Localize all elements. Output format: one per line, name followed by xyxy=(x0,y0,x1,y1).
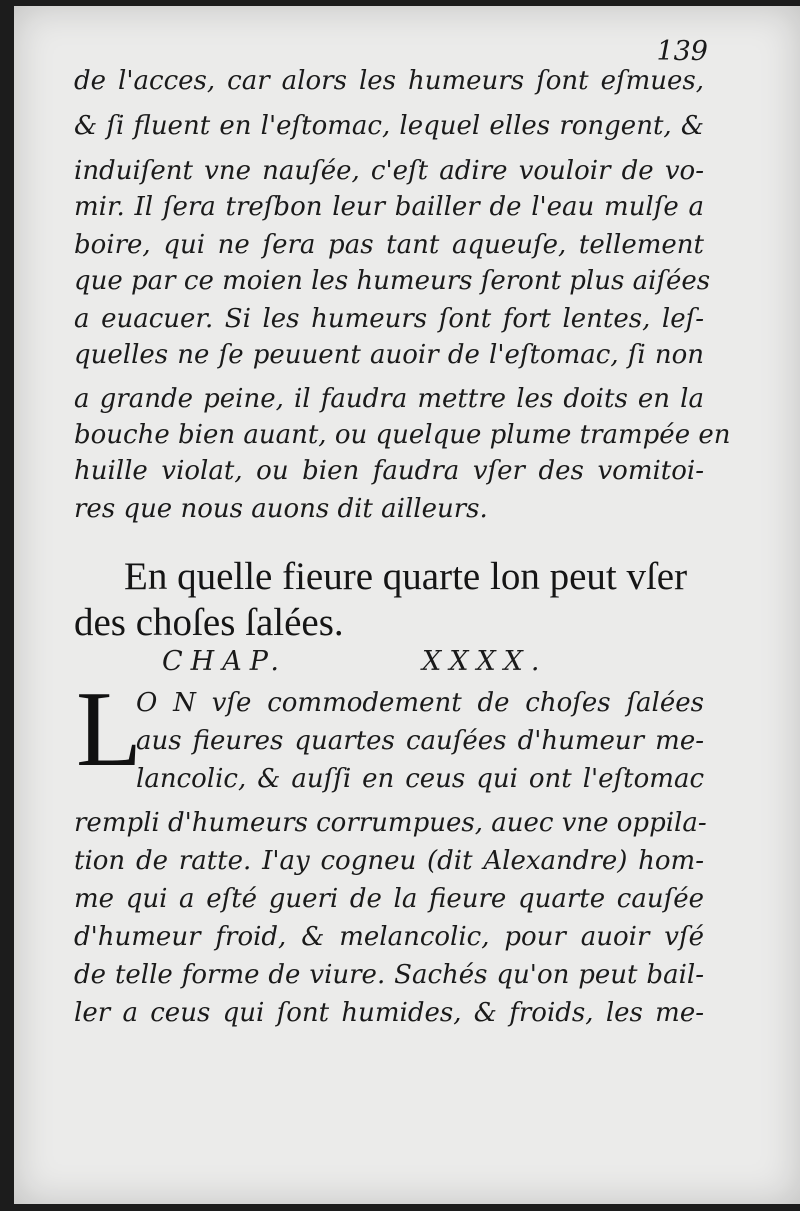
text-line: de telle forme de viure. Sachés qu'on peut bail- xyxy=(74,960,704,990)
text-line: de l'acces, car alors les humeurs ſont eſmues, xyxy=(74,66,704,96)
text-line: quelles ne ſe peuuent auoir de l'eſtomac, ſi non xyxy=(74,340,704,370)
chapter-heading-line-1: En quelle fieure quarte lon peut vſer xyxy=(124,555,688,598)
text-line: & ſi fluent en l'eſtomac, lequel elles rongent, & xyxy=(74,111,704,141)
text-line: O N vſe commodement de choſes ſalées xyxy=(136,688,704,718)
text-line: induiſent vne nauſée, c'eſt adire vouloir de vo- xyxy=(74,156,704,186)
chapter-label: CHAP. xyxy=(162,646,287,677)
text-line: d'humeur froid, & melancolic, pour auoir vſé xyxy=(74,922,704,952)
text-line: a euacuer. Si les humeurs ſont fort lentes, leſ- xyxy=(74,304,704,334)
text-line: que par ce moien les humeurs ſeront plus aiſées xyxy=(74,266,711,296)
text-line: aus fieures quartes cauſées d'humeur me- xyxy=(136,726,704,756)
text-line: mir. Il ſera treſbon leur bailler de l'eau mulſe a xyxy=(74,192,704,222)
drop-cap: L xyxy=(76,670,142,789)
text-line: res que nous auons dit ailleurs. xyxy=(74,494,488,524)
text-line: tion de ratte. I'ay cogneu (dit Alexandre) hom- xyxy=(74,846,704,876)
text-line: a grande peine, il faudra mettre les doits en la xyxy=(74,384,704,414)
chapter-heading-line-2: des choſes ſalées. xyxy=(74,601,344,644)
text-line: rempli d'humeurs corrumpues, auec vne oppila- xyxy=(74,808,707,838)
text-line: ler a ceus qui ſont humides, & froids, les me- xyxy=(74,998,704,1028)
text-line: boire, qui ne ſera pas tant aqueuſe, tellement xyxy=(74,230,704,260)
text-line: bouche bien auant, ou quelque plume trampée en xyxy=(74,420,731,450)
text-line: huille violat, ou bien faudra vſer des vomitoi- xyxy=(74,456,704,486)
text-line: me qui a eſté gueri de la fieure quarte cauſée xyxy=(74,884,704,914)
book-page xyxy=(14,6,800,1204)
chapter-number: XXXX. xyxy=(422,646,548,677)
text-line: lancolic, & auſſi en ceus qui ont l'eſtomac xyxy=(136,764,704,794)
page-number: 139 xyxy=(656,36,708,67)
